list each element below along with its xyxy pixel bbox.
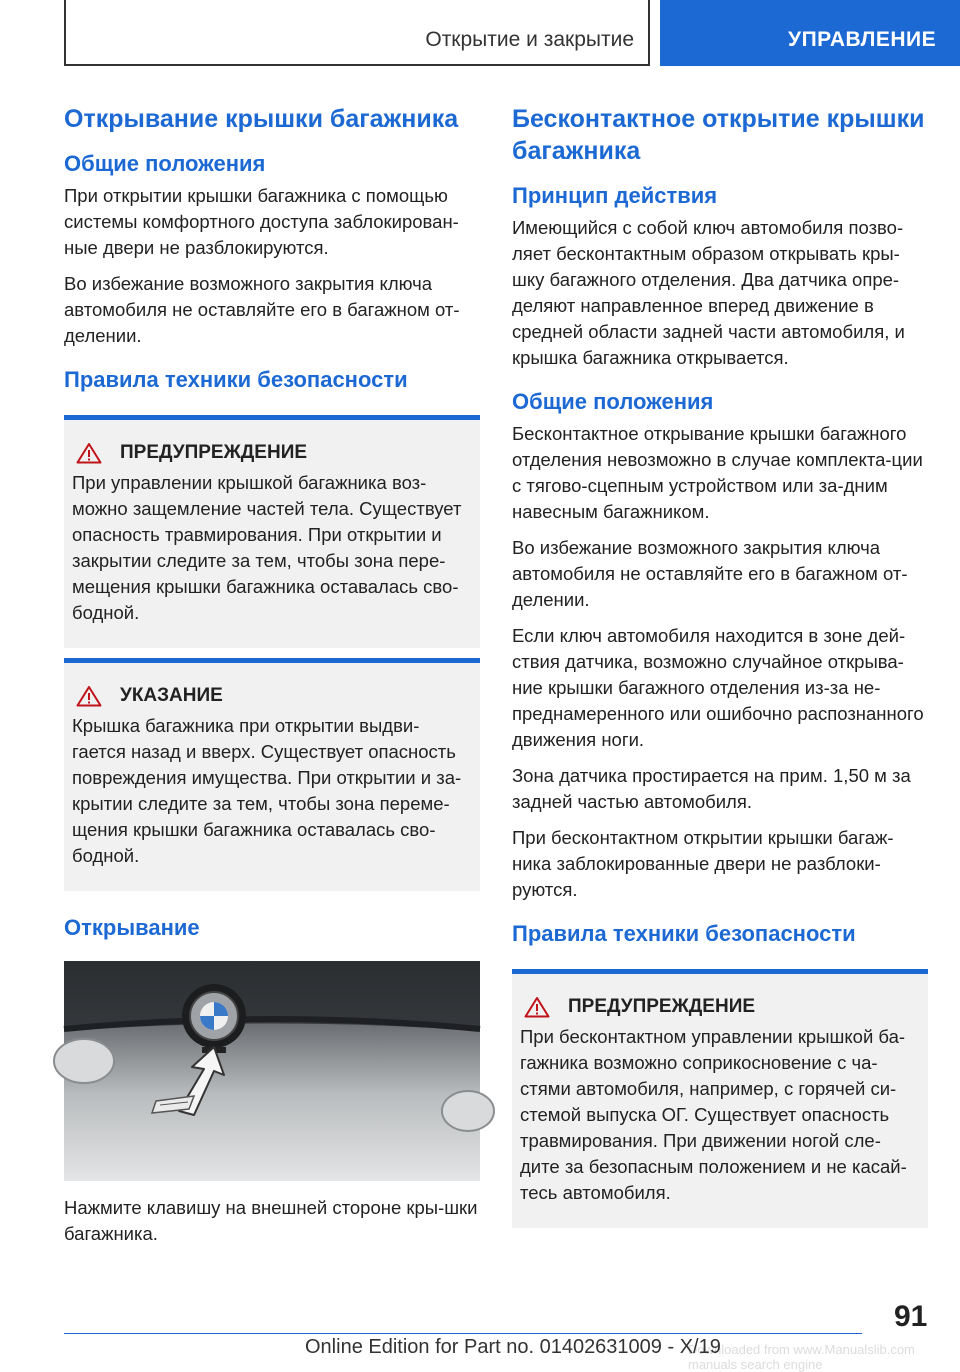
trunk-button-photo xyxy=(64,961,480,1181)
general-paragraph-1: При открытии крышки багажника с помощью системы комфортного доступа заблокирован-ные двери не разблокируются. xyxy=(64,185,459,258)
left-column xyxy=(64,100,480,1257)
photo-caption: Нажмите клавишу на внешней стороне кры-шки багажника. xyxy=(64,1197,478,1244)
warning-box xyxy=(512,969,928,1228)
safety-heading: Правила техники безопасности xyxy=(64,367,408,392)
general-heading: Общие положения xyxy=(512,389,714,414)
warning-triangle-icon xyxy=(76,442,102,464)
notice-title-row xyxy=(72,685,472,707)
contactless-title: Бесконтактное открытие крышки багажника xyxy=(512,105,925,165)
general-heading: Общие положения xyxy=(64,151,266,176)
right-column xyxy=(512,100,928,1228)
notice-title: УКАЗАНИЕ xyxy=(120,685,223,706)
general-paragraph-5: При бесконтактном открытии крышки багаж-ника заблокированные двери не разблоки-руются. xyxy=(512,827,894,900)
trunk-opening-title: Открывание крышки багажника xyxy=(64,105,459,133)
warning-title-row xyxy=(72,442,472,464)
general-paragraph-2: Во избежание возможного закрытия ключа автомобиля не оставляйте его в багажном от-делении. xyxy=(64,273,460,346)
principle-heading: Принцип действия xyxy=(512,183,718,208)
edition-text: Online Edition for Part no. 01402631009 - X/19 xyxy=(305,1336,721,1358)
principle-paragraph: Имеющийся с собой ключ автомобиля позво-ляет бесконтактным образом открывать кры-шку багажного отделения. Два датчика опре-деляют направленное вперед движение в средней области задней части автомобиля, и крышка багажника открывается. xyxy=(512,217,905,368)
trunk-photo-illustration xyxy=(64,961,480,1181)
general-paragraph-2: Во избежание возможного закрытия ключа автомобиля не оставляйте его в багажном от-делении. xyxy=(512,537,908,610)
general-paragraph-1: Бесконтактное открывание крышки багажного отделения невозможно в случае комплекта-ции с тягово-сцепным устройством или за-дним навесным багажником. xyxy=(512,423,923,522)
warning-text: При бесконтактном управлении крышкой ба-гажника возможно соприкосновение с ча-стями автомобиля, например, с горячей си-стемой выпуска ОГ. Существует опасность травмирования. При движении ногой сле-дите за безопасным положением и не касай-тесь автомобиля. xyxy=(520,1026,907,1203)
warning-title: ПРЕДУПРЕЖДЕНИЕ xyxy=(120,442,308,463)
notice-text: Крышка багажника при открытии выдви-гается назад и вверх. Существует опасность повреждения имущества. При открытии и за-крытии следите за тем, чтобы зона переме-щения крышки багажника оставалась сво-бодной. xyxy=(72,715,462,866)
warning-text: При управлении крышкой багажника воз-можно защемление частей тела. Существует опасность травмирования. При открытии и закрытии следите за тем, чтобы зона пере-мещения крышки багажника оставалась сво-бодной. xyxy=(72,472,462,623)
safety-heading: Правила техники безопасности xyxy=(512,921,856,946)
general-paragraph-3: Если ключ автомобиля находится в зоне дей-ствия датчика, возможно случайное открыва-ние крышки багажного отделения из-за не-преднамеренного или ошибочно распознанного движения ноги. xyxy=(512,625,924,750)
warning-triangle-icon xyxy=(76,685,102,707)
warning-box xyxy=(64,415,480,648)
watermark: Downloaded from www.Manualslib.com manuals search engine xyxy=(688,1342,915,1372)
notice-box xyxy=(64,658,480,891)
footer-divider xyxy=(64,1333,862,1334)
warning-title-row xyxy=(520,996,920,1018)
page-header xyxy=(0,0,960,66)
page-number: 91 xyxy=(894,1300,928,1333)
section-title: Открытие и закрытие xyxy=(64,0,650,66)
opening-heading: Открывание xyxy=(64,915,200,940)
chapter-tab[interactable]: УПРАВЛЕНИЕ xyxy=(660,0,960,66)
warning-triangle-icon xyxy=(524,996,550,1018)
general-paragraph-4: Зона датчика простирается на прим. 1,50 м за задней частью автомобиля. xyxy=(512,765,911,812)
warning-title: ПРЕДУПРЕЖДЕНИЕ xyxy=(568,996,756,1017)
